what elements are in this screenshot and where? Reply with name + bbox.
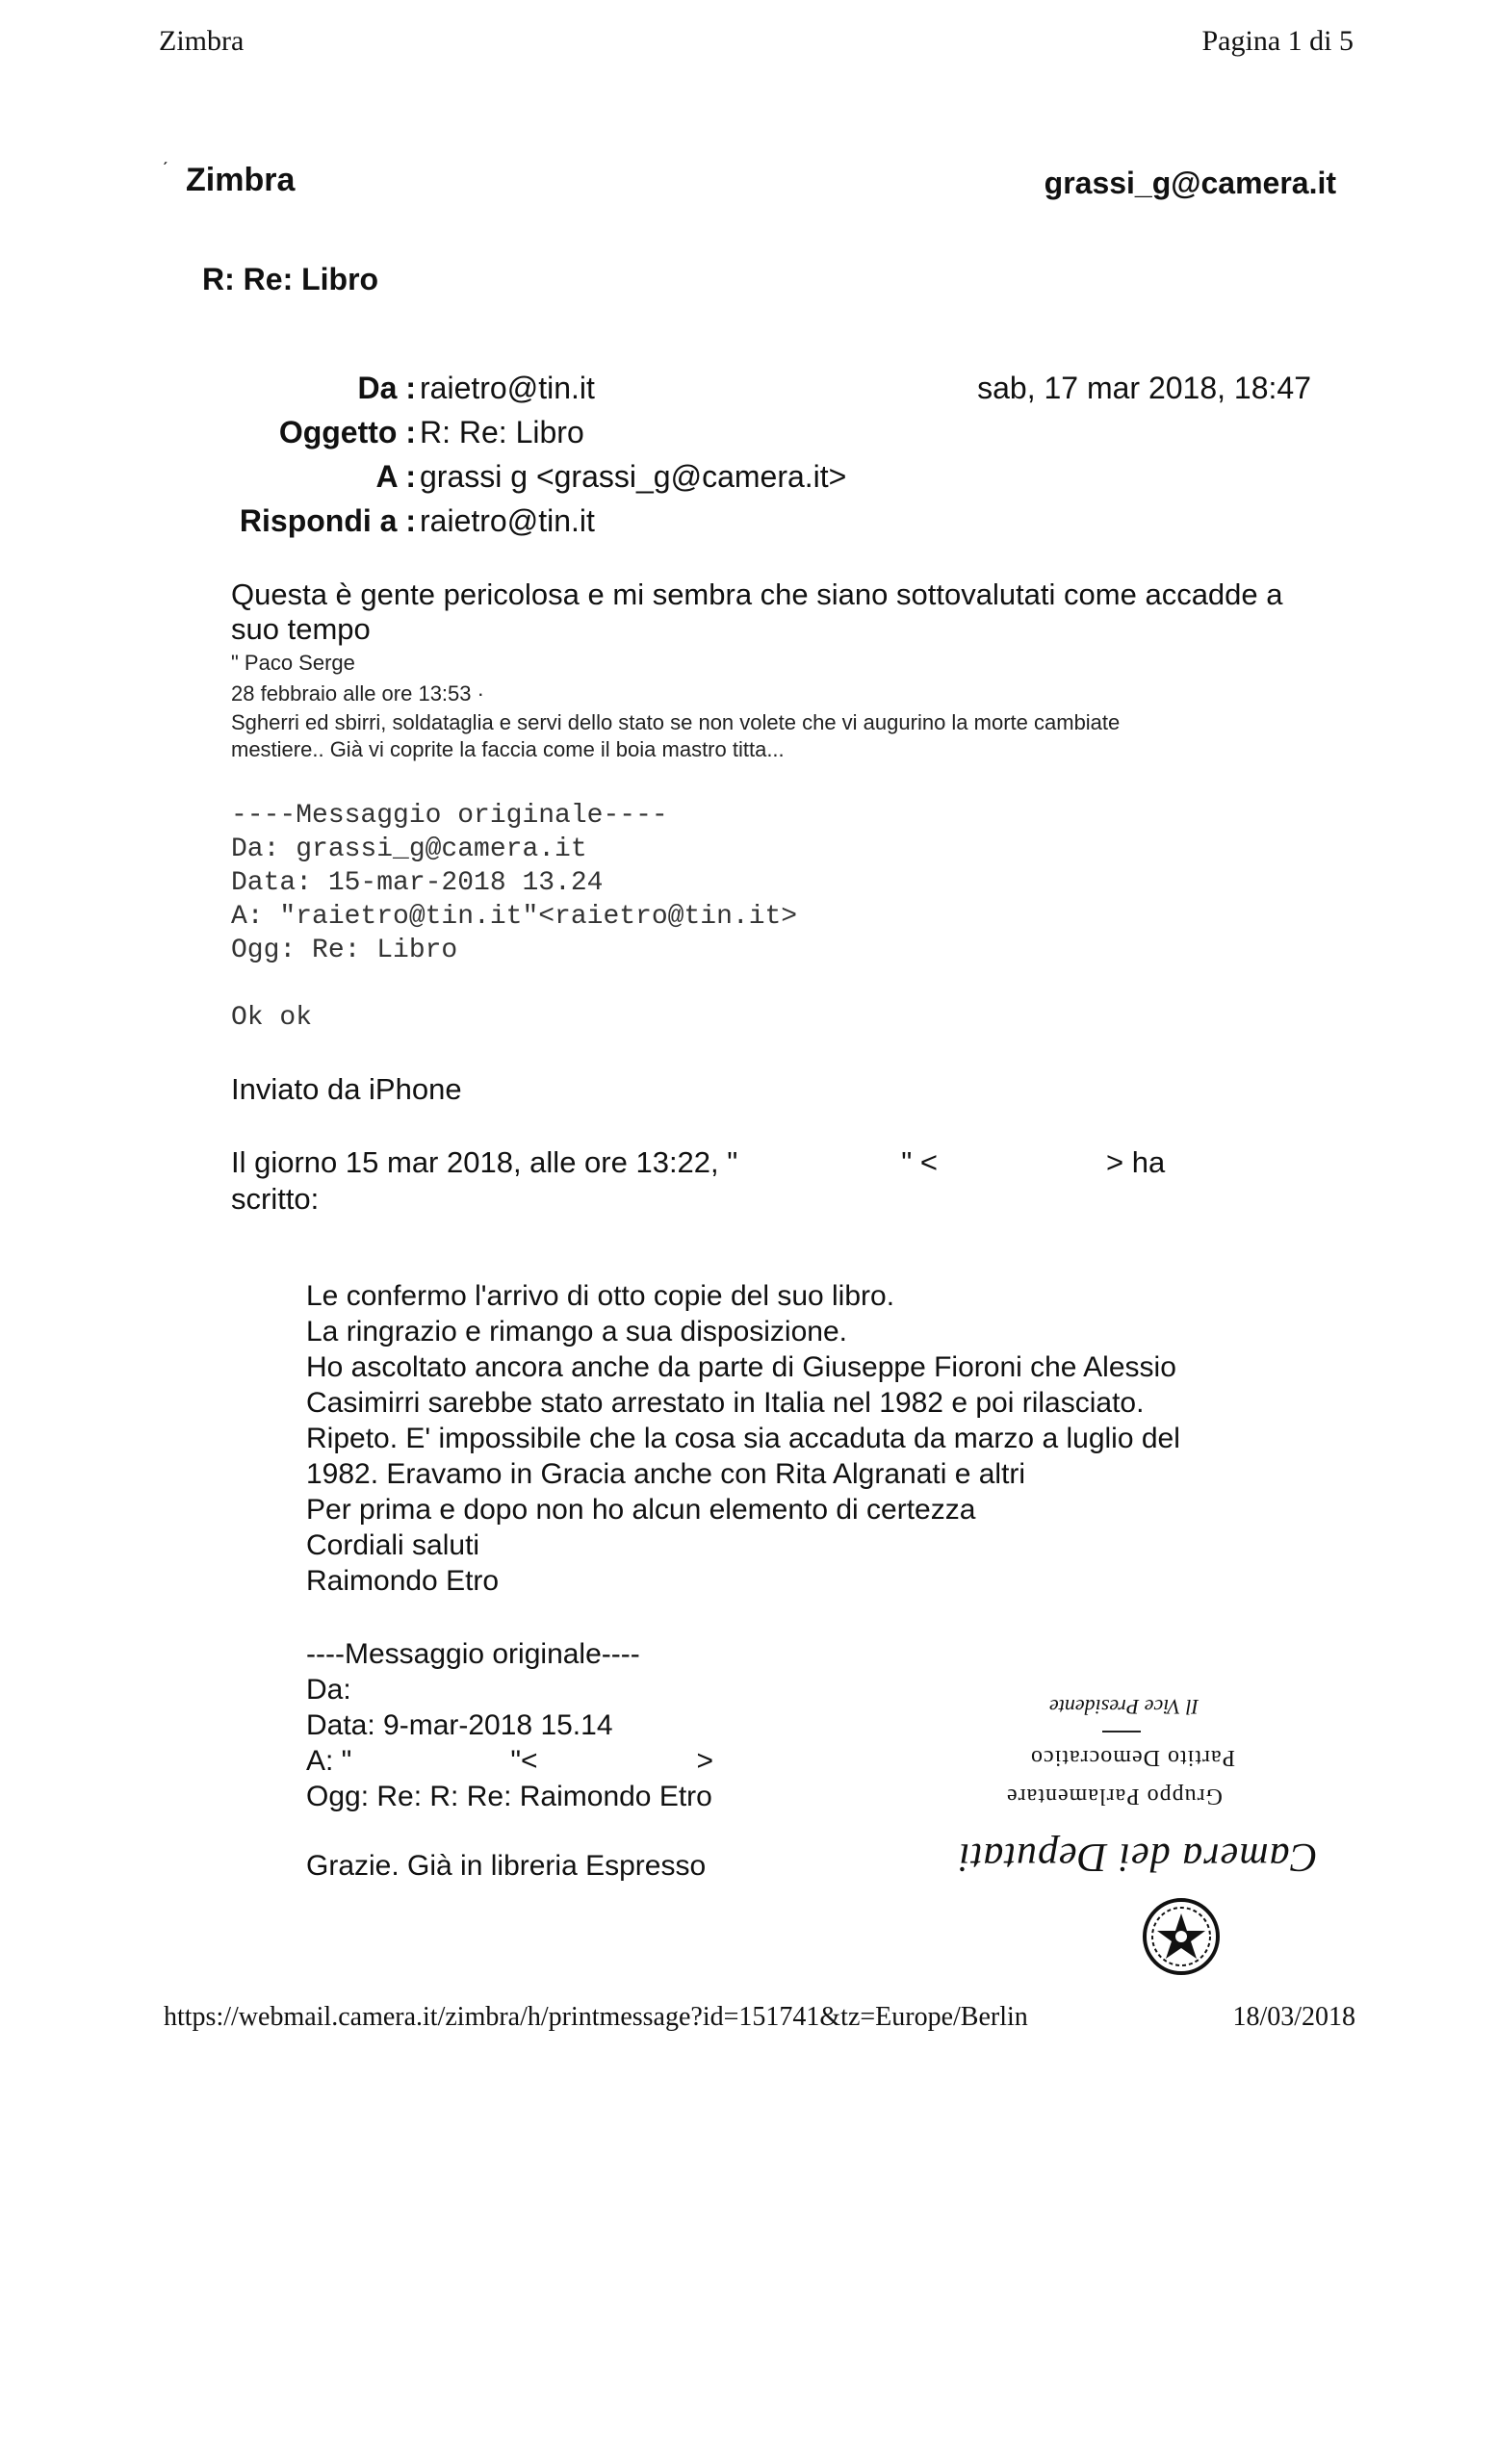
print-header-page: Pagina 1 di 5 bbox=[1201, 25, 1354, 57]
reply-attribution-part: > ha bbox=[1106, 1145, 1166, 1179]
reply-attribution bbox=[231, 1145, 1165, 1180]
original-body: Ok ok bbox=[231, 1003, 313, 1033]
quoted-line: 1982. Eravamo in Gracia anche con Rita Algranati e altri bbox=[306, 1458, 1026, 1490]
stamp-partito: Partito Democratico bbox=[1030, 1745, 1235, 1770]
quoted-original-subject: Ogg: Re: R: Re: Raimondo Etro bbox=[306, 1781, 712, 1812]
quoted-original-separator: ----Messaggio originale---- bbox=[306, 1638, 640, 1670]
print-header-app: Zimbra bbox=[159, 25, 245, 57]
quoted-line: Ripeto. E' impossibile che la cosa sia accaduta da marzo a luglio del bbox=[306, 1423, 1180, 1454]
quoted-original-to-part: > bbox=[696, 1745, 714, 1777]
quoted-line: Le confermo l'arrivo di otto copie del suo libro. bbox=[306, 1280, 895, 1312]
original-from: Da: grassi_g@camera.it bbox=[231, 834, 587, 864]
header-date: sab, 17 mar 2018, 18:47 bbox=[977, 371, 1311, 405]
quoted-original-to bbox=[306, 1745, 713, 1778]
body-intro-line: Questa è gente pericolosa e mi sembra che siano sottovalutati come accadde a bbox=[231, 578, 1283, 611]
header-replyto-label: Rispondi a : bbox=[239, 503, 416, 538]
fb-post-author: " Paco Serge bbox=[231, 651, 355, 675]
fb-post-text: mestiere.. Già vi coprite la faccia come il boia mastro titta... bbox=[231, 737, 785, 761]
header-from-label: Da : bbox=[357, 371, 416, 405]
stamp-gruppo: Gruppo Parlamentare bbox=[1006, 1784, 1223, 1809]
quoted-line: La ringrazio e rimango a sua disposizione. bbox=[306, 1316, 847, 1348]
stamp-camera: Camera dei Deputati bbox=[958, 1835, 1318, 1879]
quoted-line: Cordiali saluti bbox=[306, 1529, 480, 1561]
quoted-line: Casimirri sarebbe stato arrestato in Italia nel 1982 e poi rilasciato. bbox=[306, 1387, 1145, 1419]
header-subject bbox=[202, 410, 584, 454]
reply-attribution: scritto: bbox=[231, 1182, 320, 1216]
print-footer-url: https://webmail.camera.it/zimbra/h/printmessage?id=151741&tz=Europe/Berlin bbox=[164, 2002, 1028, 2032]
body-intro-line: suo tempo bbox=[231, 612, 371, 646]
camera-deputati-stamp bbox=[948, 1694, 1333, 1964]
original-message-separator: ----Messaggio originale---- bbox=[231, 801, 668, 831]
header-to-value: grassi g <grassi_g@camera.it> bbox=[420, 459, 847, 494]
quoted-line: Raimondo Etro bbox=[306, 1565, 500, 1597]
quoted-original-to-part: A: " bbox=[306, 1745, 352, 1777]
original-to: A: "raietro@tin.it"<raietro@tin.it> bbox=[231, 902, 798, 932]
reply-attribution-part: " < bbox=[901, 1145, 939, 1179]
header-replyto-value: raietro@tin.it bbox=[420, 503, 595, 538]
zimbra-brand: Zimbra bbox=[186, 162, 296, 198]
sent-from-signature: Inviato da iPhone bbox=[231, 1072, 462, 1106]
print-footer-date: 18/03/2018 bbox=[1232, 2002, 1355, 2032]
header-from bbox=[202, 366, 595, 410]
fb-post-date: 28 febbraio alle ore 13:53 · bbox=[231, 681, 484, 706]
quoted-original-body: Grazie. Già in libreria Espresso bbox=[306, 1850, 707, 1882]
scan-mark: ˏ bbox=[162, 144, 168, 166]
stamp-vice-presidente: Il Vice Presidente bbox=[1049, 1695, 1199, 1719]
quoted-line: Per prima e dopo non ho alcun elemento di certezza bbox=[306, 1494, 976, 1526]
header-subject-value: R: Re: Libro bbox=[420, 415, 584, 449]
header-to bbox=[202, 454, 846, 499]
fb-post-text: Sgherri ed sbirri, soldataglia e servi dello stato se non volete che vi augurino la morte cambiate bbox=[231, 710, 1121, 734]
quoted-original-to-part: "< bbox=[510, 1745, 538, 1777]
stamp-rule bbox=[1102, 1731, 1141, 1732]
header-replyto bbox=[202, 499, 595, 543]
header-to-label: A : bbox=[375, 459, 416, 494]
message-title: R: Re: Libro bbox=[202, 262, 379, 296]
account-email: grassi_g@camera.it bbox=[1044, 166, 1336, 200]
original-subject: Ogg: Re: Libro bbox=[231, 936, 458, 965]
quoted-original-date: Data: 9-mar-2018 15.14 bbox=[306, 1709, 613, 1741]
reply-attribution-part: Il giorno 15 mar 2018, alle ore 13:22, " bbox=[231, 1145, 738, 1179]
header-from-value: raietro@tin.it bbox=[420, 371, 595, 405]
original-date: Data: 15-mar-2018 13.24 bbox=[231, 868, 604, 898]
header-subject-label: Oggetto : bbox=[278, 415, 416, 449]
quoted-original-from: Da: bbox=[306, 1674, 351, 1706]
quoted-line: Ho ascoltato ancora anche da parte di Giuseppe Fioroni che Alessio bbox=[306, 1351, 1176, 1383]
italian-emblem-icon bbox=[1141, 1896, 1222, 1977]
